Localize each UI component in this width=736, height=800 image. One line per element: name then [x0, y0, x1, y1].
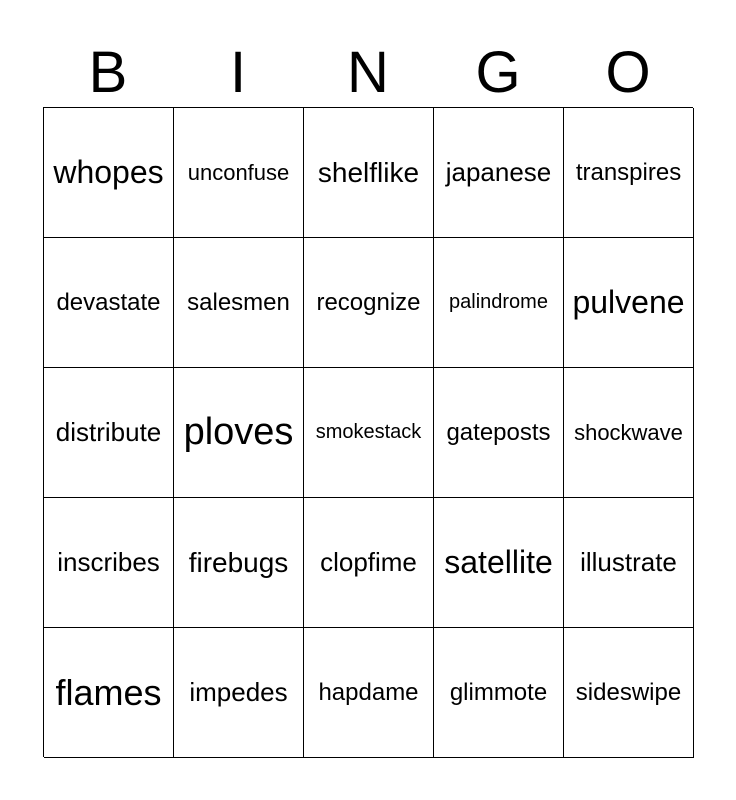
bingo-cell[interactable]: smokestack — [304, 368, 434, 498]
bingo-cell[interactable]: pulvene — [564, 238, 694, 368]
bingo-cell[interactable]: unconfuse — [174, 108, 304, 238]
bingo-cell[interactable]: transpires — [564, 108, 694, 238]
bingo-cell[interactable]: sideswipe — [564, 628, 694, 758]
bingo-cell[interactable]: flames — [44, 628, 174, 758]
bingo-card-grid — [43, 107, 693, 757]
bingo-cell[interactable]: glimmote — [434, 628, 564, 758]
bingo-cell[interactable]: japanese — [434, 108, 564, 238]
bingo-cell[interactable]: clopfime — [304, 498, 434, 628]
bingo-cell[interactable]: salesmen — [174, 238, 304, 368]
bingo-cell[interactable]: palindrome — [434, 238, 564, 368]
bingo-cell[interactable]: distribute — [44, 368, 174, 498]
bingo-cell[interactable]: inscribes — [44, 498, 174, 628]
header-letter-i: I — [229, 40, 247, 105]
header-letter-b: B — [88, 40, 128, 105]
bingo-cell[interactable]: illustrate — [564, 498, 694, 628]
bingo-header — [43, 40, 693, 106]
bingo-cell[interactable]: recognize — [304, 238, 434, 368]
bingo-cell[interactable]: firebugs — [174, 498, 304, 628]
header-letter-n: N — [347, 40, 389, 105]
bingo-cell[interactable]: satellite — [434, 498, 564, 628]
bingo-cell[interactable]: devastate — [44, 238, 174, 368]
header-letter-g: G — [475, 40, 521, 105]
bingo-cell[interactable]: impedes — [174, 628, 304, 758]
header-letter-o: O — [605, 40, 651, 105]
bingo-cell[interactable]: shelflike — [304, 108, 434, 238]
bingo-cell[interactable]: hapdame — [304, 628, 434, 758]
bingo-cell[interactable]: gateposts — [434, 368, 564, 498]
bingo-cell[interactable]: ploves — [174, 368, 304, 498]
bingo-cell[interactable]: whopes — [44, 108, 174, 238]
bingo-cell[interactable]: shockwave — [564, 368, 694, 498]
